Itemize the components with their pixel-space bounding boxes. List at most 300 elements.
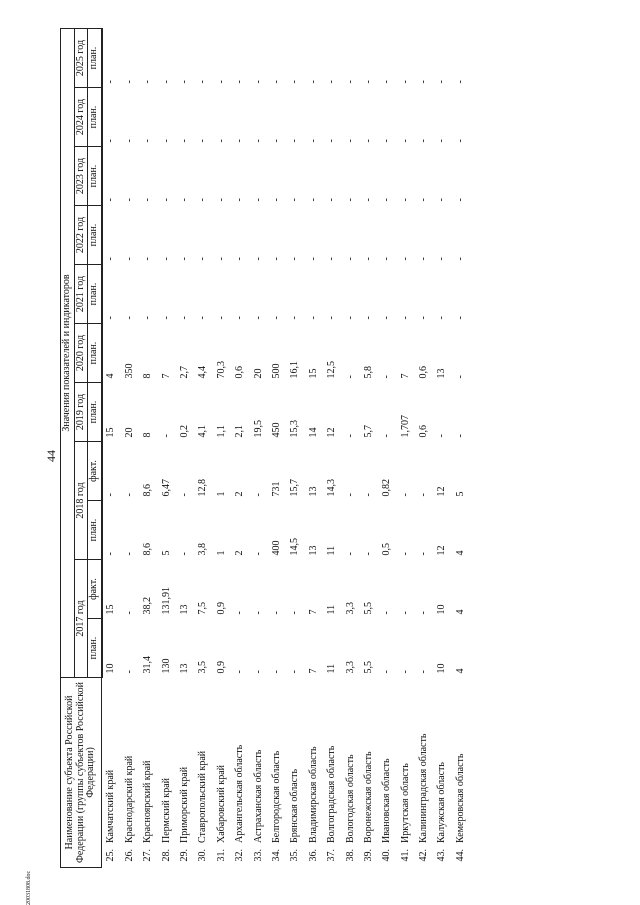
value-cell: - [197, 80, 209, 84]
value-cell: 2 [234, 491, 246, 497]
value-cell: 4 [454, 550, 466, 556]
value-cell: - [454, 434, 466, 438]
value-cell: - [252, 139, 264, 143]
value-cell: - [160, 139, 172, 143]
value-cell: - [344, 198, 356, 202]
value-cell: 130 [160, 658, 172, 674]
value-cell: 15 [307, 368, 319, 379]
value-cell: - [399, 198, 411, 202]
region-name-cell [342, 678, 360, 868]
region-name: Хабаровский край [215, 765, 227, 843]
value-cell: 12,5 [326, 361, 338, 379]
region-name-cell [250, 678, 268, 868]
value-cell: - [234, 80, 246, 84]
region-name: Камчатский край [105, 769, 117, 843]
value-cell: - [215, 198, 227, 202]
value-cell: - [418, 198, 430, 202]
row-number: 26. [123, 849, 135, 862]
value-cell: - [418, 139, 430, 143]
value-cell: - [252, 316, 264, 320]
value-cell: 15 [105, 604, 117, 615]
region-name: Воронежская область [362, 751, 374, 843]
value-cell: - [160, 80, 172, 84]
value-cell: - [326, 139, 338, 143]
value-cell: 500 [270, 363, 282, 379]
region-name-cell [452, 678, 470, 868]
value-cell: - [289, 316, 301, 320]
value-cell: 4,4 [197, 366, 209, 379]
value-cell: - [399, 552, 411, 556]
value-cell: - [362, 316, 374, 320]
header-year: 2017 год [74, 560, 88, 678]
row-number: 37. [326, 849, 338, 862]
value-cell: - [381, 611, 393, 615]
row-number: 34. [270, 849, 282, 862]
value-cell: - [436, 139, 448, 143]
value-cell: - [197, 198, 209, 202]
region-name-cell [286, 678, 304, 868]
value-cell: - [436, 198, 448, 202]
header-fact: факт. [88, 560, 102, 619]
value-cell: 20 [123, 427, 135, 438]
value-cell: 0,9 [215, 602, 227, 615]
value-cell: - [252, 670, 264, 674]
value-cell: 7 [307, 609, 319, 615]
value-cell: 14 [307, 427, 319, 438]
value-cell: 10 [436, 604, 448, 615]
value-cell: - [270, 198, 282, 202]
region-name: Вологодская область [344, 754, 356, 843]
value-cell: - [179, 139, 190, 143]
document-footer-id: 20031808.doc [26, 870, 32, 905]
row-number: 36. [307, 849, 319, 862]
region-name: Калужская область [436, 762, 448, 843]
value-cell: 1 [215, 550, 227, 556]
region-name: Приморский край [179, 766, 190, 843]
value-cell: 131,91 [160, 587, 172, 615]
row-number: 43. [436, 849, 448, 862]
value-cell: - [179, 257, 190, 261]
value-cell: 2,7 [179, 366, 190, 379]
value-cell: - [344, 316, 356, 320]
value-cell: - [454, 257, 466, 261]
value-cell: - [418, 80, 430, 84]
value-cell: - [270, 257, 282, 261]
value-cell: - [326, 316, 338, 320]
table-row [139, 29, 157, 868]
table-row [452, 29, 470, 868]
value-cell: 0,82 [381, 479, 393, 497]
region-name: Красноярский край [142, 760, 154, 843]
value-cell: 11 [326, 604, 338, 615]
value-cell: 13 [436, 368, 448, 379]
region-name: Астраханская область [252, 749, 264, 843]
value-cell: 19,5 [252, 420, 264, 438]
value-cell: - [399, 670, 411, 674]
value-cell: - [215, 139, 227, 143]
value-cell: 10 [105, 663, 117, 674]
value-cell: 13 [307, 545, 319, 556]
value-cell: - [381, 434, 393, 438]
region-name: Волгоградская область [326, 745, 338, 843]
region-name-cell [102, 678, 121, 868]
value-cell: - [289, 139, 301, 143]
value-cell: - [270, 139, 282, 143]
header-plan: план. [88, 147, 102, 206]
value-cell: 70,3 [215, 361, 227, 379]
row-number: 27. [142, 849, 154, 862]
value-cell: - [381, 139, 393, 143]
value-cell: - [344, 493, 356, 497]
value-cell: - [344, 257, 356, 261]
value-cell: 4,1 [197, 425, 209, 438]
value-cell: - [234, 670, 246, 674]
header-year: 2019 год [74, 383, 88, 442]
value-cell: - [252, 493, 264, 497]
row-number: 29. [179, 849, 190, 862]
value-cell: - [234, 139, 246, 143]
value-cell: - [436, 316, 448, 320]
row-number: 44. [454, 849, 466, 862]
value-cell: - [123, 198, 135, 202]
table-row [231, 29, 249, 868]
value-cell: - [252, 198, 264, 202]
header-plan: план. [88, 501, 102, 560]
table-row [176, 29, 194, 868]
value-cell: 0,6 [418, 366, 430, 379]
value-cell: 1,707 [399, 415, 411, 438]
value-cell: 15,7 [289, 479, 301, 497]
value-cell: - [399, 316, 411, 320]
region-name-cell [415, 678, 433, 868]
value-cell: 7 [399, 373, 411, 379]
value-cell: 12 [436, 545, 448, 556]
value-cell: 8,6 [142, 484, 154, 497]
value-cell: - [123, 493, 135, 497]
value-cell: - [362, 493, 374, 497]
row-number: 41. [399, 849, 411, 862]
region-name-cell [323, 678, 341, 868]
value-cell: - [234, 611, 246, 615]
region-name: Кемеровская область [454, 753, 466, 843]
table-row [250, 29, 268, 868]
value-cell: - [234, 257, 246, 261]
header-year: 2022 год [74, 206, 88, 265]
value-cell: 38,2 [142, 597, 154, 615]
value-cell: 0,5 [381, 543, 393, 556]
row-number: 40. [381, 849, 393, 862]
value-cell: 11 [326, 545, 338, 556]
value-cell: 31,4 [142, 656, 154, 674]
value-cell: 7 [160, 373, 172, 379]
value-cell: 14,5 [289, 538, 301, 556]
page-number: 44 [44, 450, 58, 462]
row-number: 25. [105, 849, 117, 862]
header-year: 2023 год [74, 147, 88, 206]
value-cell: - [289, 198, 301, 202]
value-cell: 8 [142, 373, 154, 379]
table-body [102, 29, 470, 868]
region-name: Архангельская область [234, 744, 246, 843]
region-name-cell [434, 678, 452, 868]
value-cell: 3,8 [197, 543, 209, 556]
region-name-cell [213, 678, 231, 868]
value-cell: - [215, 257, 227, 261]
value-cell: 0,6 [234, 366, 246, 379]
value-cell: - [381, 80, 393, 84]
table-row [102, 29, 121, 868]
region-name: Владимирская область [307, 746, 319, 843]
value-cell: - [436, 257, 448, 261]
value-cell: 731 [270, 481, 282, 497]
value-cell: - [344, 80, 356, 84]
header-year: 2024 год [74, 88, 88, 147]
header-plan: план. [88, 206, 102, 265]
header-plan: план. [88, 29, 102, 88]
value-cell: - [197, 316, 209, 320]
header-values-group: Значения показателей и индикаторов [61, 29, 75, 678]
value-cell: - [399, 493, 411, 497]
table-row [158, 29, 176, 868]
header-region-name: Наименование субъекта Российской Федерации (группы субъектов Российской Федерации) [61, 678, 102, 868]
value-cell: - [289, 611, 301, 615]
region-name-cell [268, 678, 286, 868]
value-cell: - [289, 257, 301, 261]
table-row [415, 29, 433, 868]
table-row [434, 29, 452, 868]
row-number: 31. [215, 849, 227, 862]
value-cell: - [344, 434, 356, 438]
value-cell: - [362, 139, 374, 143]
value-cell: - [105, 139, 117, 143]
value-cell: - [436, 434, 448, 438]
row-number: 28. [160, 849, 172, 862]
value-cell: - [362, 257, 374, 261]
region-name: Ставропольский край [197, 750, 209, 843]
region-name: Пермский край [160, 778, 172, 843]
value-cell: - [418, 670, 430, 674]
value-cell: 20 [252, 368, 264, 379]
value-cell: 12 [326, 427, 338, 438]
value-cell: - [399, 611, 411, 615]
value-cell: 15 [105, 427, 117, 438]
value-cell: - [289, 80, 301, 84]
region-name: Иркутская область [399, 763, 411, 843]
value-cell: - [142, 139, 154, 143]
region-name: Краснодарский край [123, 755, 135, 843]
value-cell: 5,5 [362, 661, 374, 674]
value-cell: - [105, 198, 117, 202]
header-plan: план. [88, 324, 102, 383]
value-cell: - [105, 80, 117, 84]
region-name-cell [231, 678, 249, 868]
value-cell: - [418, 552, 430, 556]
indicators-table [60, 28, 470, 868]
value-cell: 12 [436, 486, 448, 497]
region-name-cell [121, 678, 139, 868]
table-row [305, 29, 323, 868]
value-cell: 10 [436, 663, 448, 674]
value-cell: - [362, 80, 374, 84]
row-number: 39. [362, 849, 374, 862]
row-number: 32. [234, 849, 246, 862]
value-cell: - [270, 611, 282, 615]
value-cell: - [215, 80, 227, 84]
value-cell: 14,3 [326, 479, 338, 497]
value-cell: - [399, 139, 411, 143]
value-cell: - [307, 139, 319, 143]
value-cell: 5 [160, 550, 172, 556]
value-cell: - [418, 493, 430, 497]
value-cell: - [179, 493, 190, 497]
value-cell: - [307, 316, 319, 320]
table-row [268, 29, 286, 868]
rotated-table-page [60, 28, 600, 868]
value-cell: 4 [105, 373, 117, 379]
value-cell: 3,3 [344, 661, 356, 674]
value-cell: 5 [454, 491, 466, 497]
value-cell: - [270, 670, 282, 674]
region-name-cell [176, 678, 194, 868]
value-cell: - [123, 257, 135, 261]
value-cell: 11 [326, 663, 338, 674]
value-cell: - [307, 257, 319, 261]
value-cell: - [454, 375, 466, 379]
value-cell: - [289, 670, 301, 674]
value-cell: 13 [179, 663, 190, 674]
value-cell: 350 [123, 363, 135, 379]
value-cell: - [160, 257, 172, 261]
table-row [378, 29, 396, 868]
value-cell: - [454, 198, 466, 202]
table-row [194, 29, 212, 868]
value-cell: - [307, 80, 319, 84]
value-cell: - [142, 198, 154, 202]
value-cell: - [123, 611, 135, 615]
value-cell: - [215, 316, 227, 320]
value-cell: - [436, 80, 448, 84]
region-name-cell [360, 678, 378, 868]
value-cell: - [160, 316, 172, 320]
value-cell: - [252, 552, 264, 556]
region-name: Брянская область [289, 768, 301, 843]
value-cell: - [179, 316, 190, 320]
value-cell: 0,9 [215, 661, 227, 674]
value-cell: - [381, 198, 393, 202]
value-cell: 7 [307, 668, 319, 674]
value-cell: - [123, 316, 135, 320]
header-plan: план. [88, 619, 102, 678]
value-cell: 4 [454, 668, 466, 674]
region-name-cell [378, 678, 396, 868]
value-cell: - [105, 493, 117, 497]
table-row [342, 29, 360, 868]
header-plan: план. [88, 88, 102, 147]
value-cell: 15,3 [289, 420, 301, 438]
header-year: 2018 год [74, 442, 88, 560]
value-cell: 3,5 [197, 661, 209, 674]
value-cell: - [381, 670, 393, 674]
value-cell: 0,2 [179, 425, 190, 438]
value-cell: - [142, 257, 154, 261]
header-plan: план. [88, 383, 102, 442]
value-cell: - [123, 80, 135, 84]
value-cell: 4 [454, 609, 466, 615]
row-number: 35. [289, 849, 301, 862]
value-cell: - [362, 552, 374, 556]
value-cell: - [105, 316, 117, 320]
value-cell: 13 [307, 486, 319, 497]
table-row [286, 29, 304, 868]
value-cell: - [105, 552, 117, 556]
value-cell: - [381, 316, 393, 320]
value-cell: - [197, 257, 209, 261]
row-number: 33. [252, 849, 264, 862]
value-cell: - [454, 316, 466, 320]
value-cell: - [399, 257, 411, 261]
region-name-cell [158, 678, 176, 868]
value-cell: - [160, 434, 172, 438]
header-plan: план. [88, 265, 102, 324]
value-cell: - [142, 316, 154, 320]
value-cell: - [381, 257, 393, 261]
value-cell: - [252, 80, 264, 84]
table-row [360, 29, 378, 868]
table-row [397, 29, 415, 868]
row-number: 30. [197, 849, 209, 862]
header-fact: факт. [88, 442, 102, 501]
value-cell: 0,6 [418, 425, 430, 438]
value-cell: 8 [142, 432, 154, 438]
value-cell: - [326, 198, 338, 202]
value-cell: 8,6 [142, 543, 154, 556]
value-cell: - [399, 80, 411, 84]
value-cell: 6,47 [160, 479, 172, 497]
value-cell: - [179, 552, 190, 556]
region-name-cell [397, 678, 415, 868]
value-cell: 16,1 [289, 361, 301, 379]
value-cell: - [252, 611, 264, 615]
value-cell: - [326, 257, 338, 261]
value-cell: - [344, 552, 356, 556]
value-cell: - [270, 316, 282, 320]
value-cell: - [252, 257, 264, 261]
table-row [213, 29, 231, 868]
value-cell: 2,1 [234, 425, 246, 438]
value-cell: 400 [270, 540, 282, 556]
region-name: Калининградская область [418, 733, 430, 843]
value-cell: - [270, 80, 282, 84]
table-row [121, 29, 139, 868]
value-cell: - [381, 375, 393, 379]
value-cell: 5,8 [362, 366, 374, 379]
value-cell: - [142, 80, 154, 84]
value-cell: - [344, 375, 356, 379]
value-cell: - [418, 257, 430, 261]
value-cell: - [454, 80, 466, 84]
header-year: 2025 год [74, 29, 88, 88]
header-year: 2021 год [74, 265, 88, 324]
value-cell: - [362, 198, 374, 202]
value-cell: 1,1 [215, 425, 227, 438]
value-cell: 450 [270, 422, 282, 438]
value-cell: 5,5 [362, 602, 374, 615]
value-cell: - [123, 139, 135, 143]
value-cell: - [123, 670, 135, 674]
region-name-cell [139, 678, 157, 868]
value-cell: - [197, 139, 209, 143]
value-cell: - [105, 257, 117, 261]
